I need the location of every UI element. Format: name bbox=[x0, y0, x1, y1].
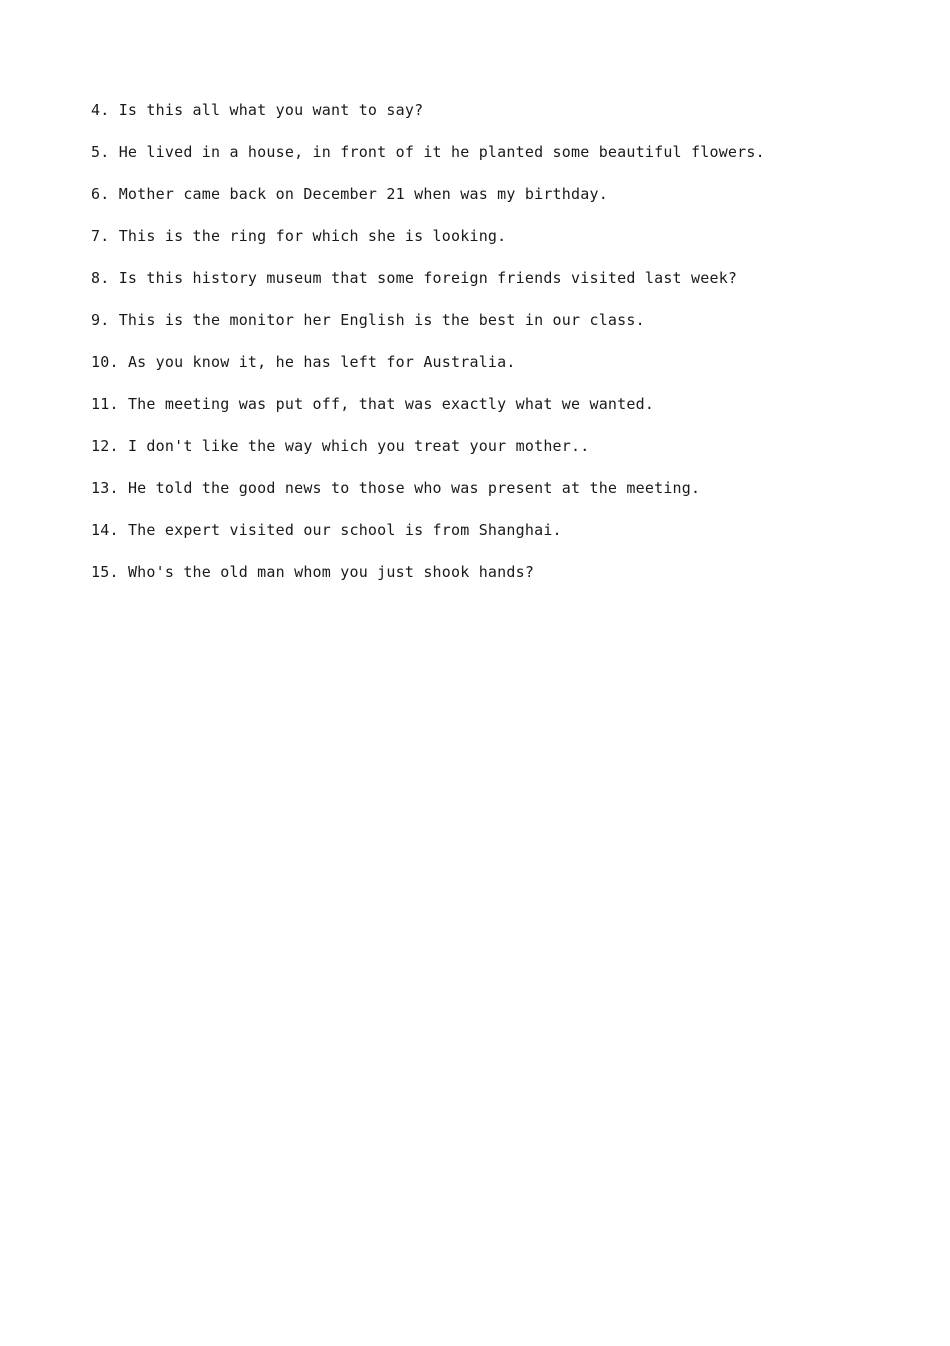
sentence-item bbox=[91, 351, 891, 393]
sentence-item bbox=[91, 141, 891, 183]
sentence-item bbox=[91, 183, 891, 225]
sentence-item bbox=[91, 561, 891, 603]
sentence-text: The meeting was put off, that was exactly what we wanted. bbox=[127, 395, 655, 413]
sentence-text: Is this history museum that some foreign friends visited last week? bbox=[118, 269, 738, 287]
sentence-text: Is this all what you want to say? bbox=[118, 101, 424, 119]
sentence-number: 12. bbox=[91, 437, 119, 455]
sentence-text: He lived in a house, in front of it he planted some beautiful flowers. bbox=[118, 143, 765, 161]
sentence-number: 11. bbox=[91, 395, 119, 413]
sentence-item bbox=[91, 309, 891, 351]
sentence-text: As you know it, he has left for Australia. bbox=[127, 353, 516, 371]
sentence-text: This is the monitor her English is the best in our class. bbox=[118, 311, 645, 329]
sentence-text: Who's the old man whom you just shook hands? bbox=[127, 563, 535, 581]
sentence-list bbox=[91, 99, 891, 603]
sentence-number: 14. bbox=[91, 521, 119, 539]
sentence-item bbox=[91, 99, 891, 141]
sentence-text: He told the good news to those who was present at the meeting. bbox=[127, 479, 701, 497]
sentence-item bbox=[91, 267, 891, 309]
sentence-number: 6. bbox=[91, 185, 110, 203]
sentence-number: 15. bbox=[91, 563, 119, 581]
sentence-number: 4. bbox=[91, 101, 110, 119]
sentence-number: 10. bbox=[91, 353, 119, 371]
sentence-number: 7. bbox=[91, 227, 110, 245]
sentence-item bbox=[91, 519, 891, 561]
sentence-text: Mother came back on December 21 when was my birthday. bbox=[118, 185, 608, 203]
sentence-number: 13. bbox=[91, 479, 119, 497]
sentence-number: 9. bbox=[91, 311, 110, 329]
sentence-text: I don't like the way which you treat your mother.. bbox=[127, 437, 590, 455]
sentence-item bbox=[91, 435, 891, 477]
sentence-text: This is the ring for which she is looking. bbox=[118, 227, 507, 245]
sentence-item bbox=[91, 393, 891, 435]
sentence-number: 8. bbox=[91, 269, 110, 287]
sentence-text: The expert visited our school is from Shanghai. bbox=[127, 521, 562, 539]
sentence-item bbox=[91, 225, 891, 267]
sentence-number: 5. bbox=[91, 143, 110, 161]
sentence-item bbox=[91, 477, 891, 519]
